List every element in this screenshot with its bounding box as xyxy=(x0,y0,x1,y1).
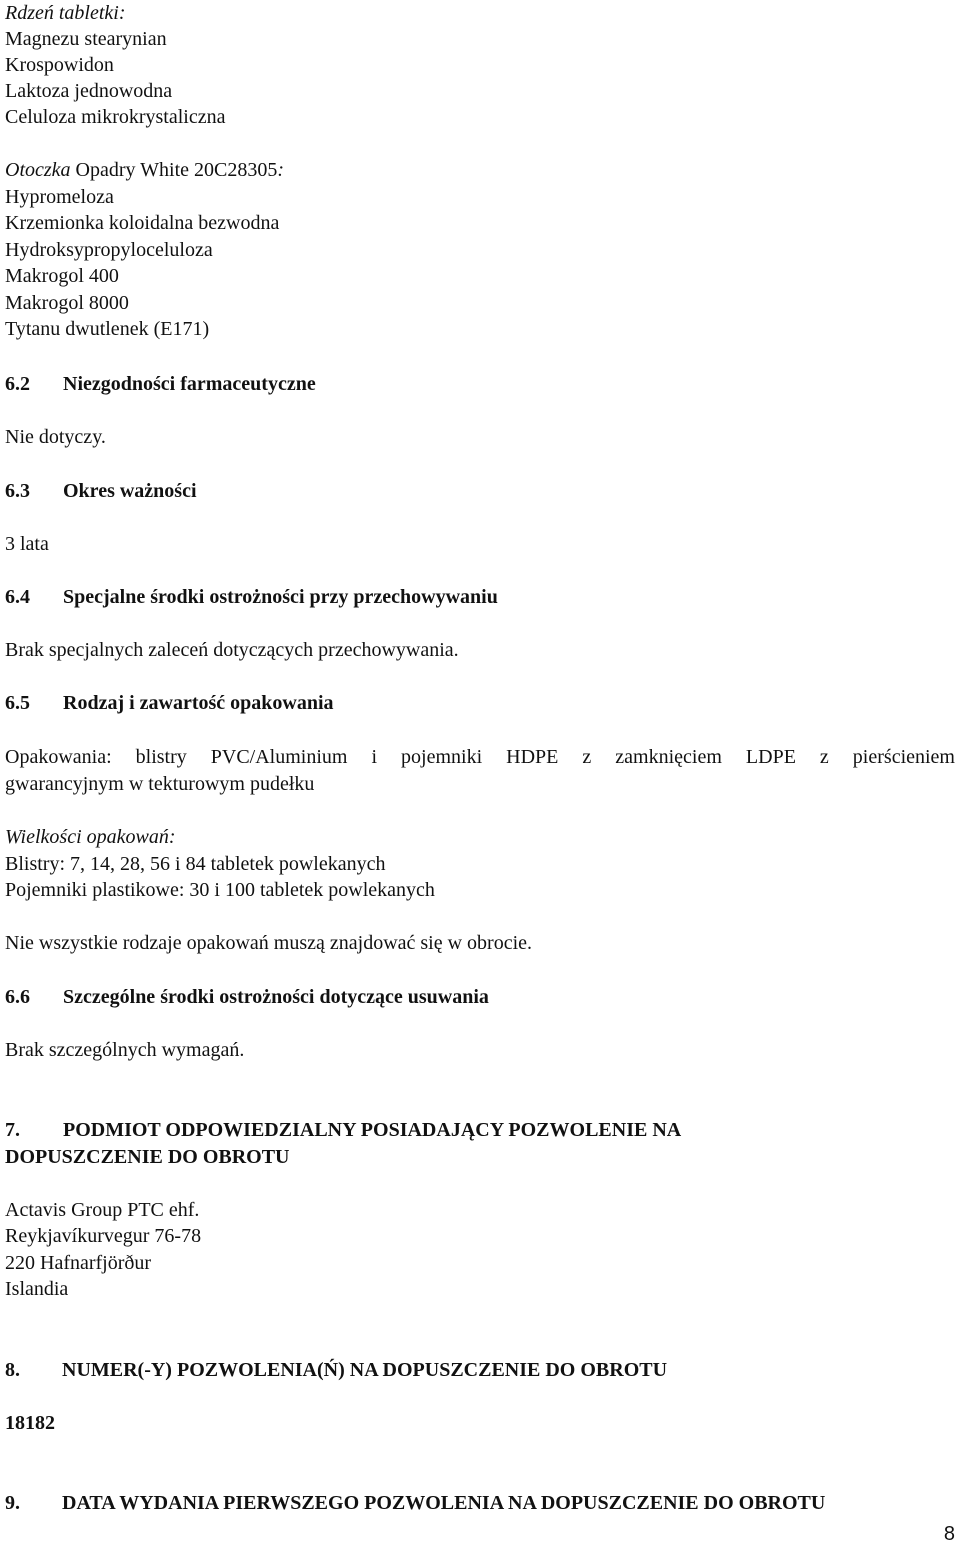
coating-item: Krzemionka koloidalna bezwodna xyxy=(5,212,280,234)
section-8-heading xyxy=(5,1357,667,1383)
mah-address-line: Islandia xyxy=(5,1278,69,1300)
section-number: 9. xyxy=(5,1492,20,1514)
coating-heading xyxy=(5,157,284,183)
section-6-5-body-line: gwarancyjnym w tekturowym pudełku xyxy=(5,773,315,795)
section-title: Specjalne środki ostrożności przy przechowywaniu xyxy=(63,586,498,608)
section-number: 8. xyxy=(5,1359,20,1381)
section-number: 6.3 xyxy=(5,480,30,502)
section-title: NUMER(-Y) POZWOLENIA(Ń) NA DOPUSZCZENIE DO OBROTU xyxy=(62,1359,668,1381)
pack-size-item: Pojemniki plastikowe: 30 i 100 tabletek powlekanych xyxy=(5,879,435,901)
coating-heading-colon: : xyxy=(277,159,285,181)
mah-address-line: Reykjavíkurvegur 76-78 xyxy=(5,1225,202,1247)
page-number: 8 xyxy=(943,1523,955,1545)
section-number: 6.5 xyxy=(5,692,30,714)
section-9-heading xyxy=(5,1490,825,1516)
section-title: DATA WYDANIA PIERWSZEGO POZWOLENIA NA DOPUSZCZENIE DO OBROTU xyxy=(62,1492,826,1514)
section-7-heading-line2: DOPUSZCZENIE DO OBROTU xyxy=(5,1146,290,1168)
section-title: Rodzaj i zawartość opakowania xyxy=(63,692,334,714)
coating-item: Tytanu dwutlenek (E171) xyxy=(5,318,210,340)
section-6-4-heading xyxy=(5,584,498,610)
authorization-number: 18182 xyxy=(5,1412,55,1434)
section-number: 7. xyxy=(5,1119,20,1141)
section-title: Szczególne środki ostrożności dotyczące usuwania xyxy=(63,986,489,1008)
section-6-3-body: 3 lata xyxy=(5,533,49,555)
core-heading: Rdzeń tabletki: xyxy=(5,2,126,24)
section-7-heading xyxy=(5,1117,681,1143)
section-6-5-body-line: Opakowania: blistry PVC/Aluminium i pojemniki HDPE z zamknięciem LDPE z pierścieniem xyxy=(5,746,955,768)
section-6-6-heading xyxy=(5,984,489,1010)
pack-size-item: Blistry: 7, 14, 28, 56 i 84 tabletek powlekanych xyxy=(5,853,386,875)
coating-item: Makrogol 400 xyxy=(5,265,119,287)
section-6-6-body: Brak szczególnych wymagań. xyxy=(5,1039,245,1061)
core-item: Celuloza mikrokrystaliczna xyxy=(5,106,226,128)
mah-address-line: Actavis Group PTC ehf. xyxy=(5,1199,200,1221)
section-number: 6.6 xyxy=(5,986,30,1008)
core-item: Magnezu stearynian xyxy=(5,28,167,50)
coating-heading-name: Opadry White 20C28305 xyxy=(70,159,278,181)
section-title: Niezgodności farmaceutyczne xyxy=(63,373,316,395)
section-number: 6.4 xyxy=(5,586,30,608)
section-title: Okres ważności xyxy=(63,480,197,502)
pack-sizes-heading: Wielkości opakowań: xyxy=(5,826,176,848)
core-item: Krospowidon xyxy=(5,54,114,76)
coating-item: Hydroksypropyloceluloza xyxy=(5,239,213,261)
section-6-5-heading xyxy=(5,690,334,716)
section-6-3-heading xyxy=(5,478,197,504)
section-number: 6.2 xyxy=(5,373,30,395)
section-6-2-heading xyxy=(5,371,316,397)
coating-item: Hypromeloza xyxy=(5,186,114,208)
core-item: Laktoza jednowodna xyxy=(5,80,173,102)
section-6-5-note: Nie wszystkie rodzaje opakowań muszą znajdować się w obrocie. xyxy=(5,932,533,954)
coating-item: Makrogol 8000 xyxy=(5,292,129,314)
mah-address-line: 220 Hafnarfjörður xyxy=(5,1252,152,1274)
section-6-2-body: Nie dotyczy. xyxy=(5,426,106,448)
section-title: PODMIOT ODPOWIEDZIALNY POSIADAJĄCY POZWOLENIE NA xyxy=(63,1119,682,1141)
section-6-4-body: Brak specjalnych zaleceń dotyczących przechowywania. xyxy=(5,639,459,661)
coating-heading-label: Otoczka xyxy=(5,159,71,181)
